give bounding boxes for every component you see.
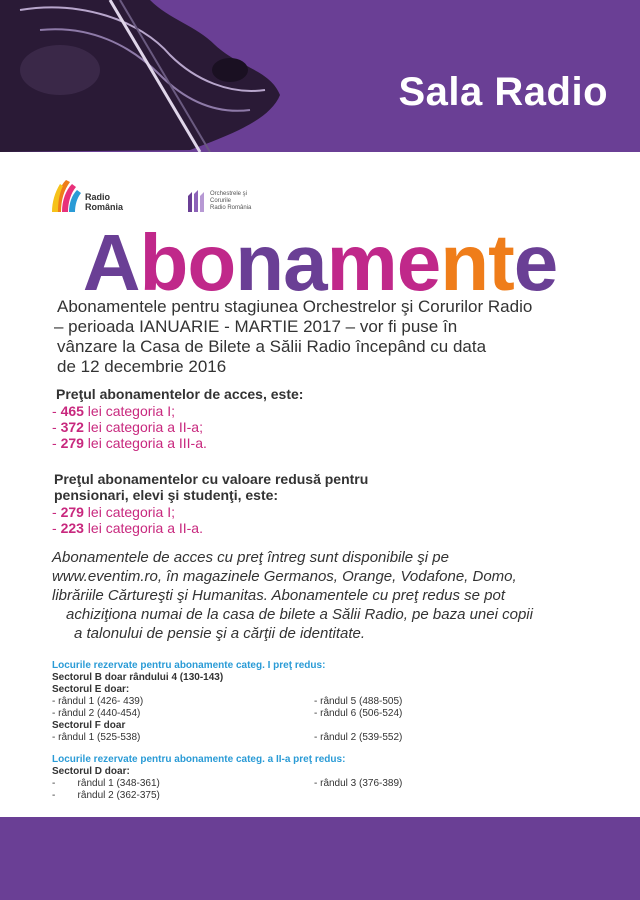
seat-cell: - rândul 2 (440-454) — [52, 708, 141, 719]
intro-paragraph — [54, 297, 617, 377]
title-letter: t — [488, 218, 514, 307]
reduced-heading-line2: pensionari, elevi şi studenţi, este: — [54, 487, 279, 503]
availability-line: www.eventim.ro, în magazinele Germanos, Orange, Vodafone, Domo, — [52, 568, 517, 585]
footer-bar — [0, 817, 640, 900]
header-banner — [0, 0, 640, 152]
intro-line: Abonamentele pentru stagiunea Orchestrelor şi Corurilor Radio — [57, 297, 533, 316]
seat-cell: - rândul 1 (525-538) — [52, 732, 141, 743]
price-item — [52, 419, 303, 435]
cat1-seats-heading: Locurile rezervate pentru abonamente categ. I preţ redus: — [52, 660, 326, 671]
reserved-seats — [52, 660, 592, 802]
abonamente-title — [0, 218, 640, 308]
seat-cell: - rândul 6 (506-524) — [314, 708, 403, 719]
price-prefix: - — [52, 403, 61, 419]
seat-row — [52, 778, 592, 790]
availability-line: librăriile Cărtureşti şi Humanitas. Abonamentele cu preţ redus se pot — [52, 587, 505, 604]
intro-line: de 12 decembrie 2016 — [57, 357, 227, 376]
radio-romania-logo — [52, 178, 123, 212]
title-letter: e — [396, 218, 441, 307]
price-item — [52, 504, 368, 520]
access-prices — [52, 386, 303, 451]
orchestre-icon — [186, 190, 206, 212]
title-letter: o — [187, 218, 236, 307]
seat-cell: - rândul 1 (348-361) — [52, 778, 160, 789]
orchestre-logo — [186, 190, 251, 212]
price-item — [52, 435, 303, 451]
seat-row — [52, 732, 592, 744]
title-letter: a — [283, 218, 327, 307]
orchestre-logo-line1: Orchestrele şi — [210, 190, 248, 197]
price-text: lei categoria I; — [83, 504, 175, 520]
seat-cell: - rândul 2 (362-375) — [52, 790, 160, 801]
reduced-prices — [52, 471, 368, 536]
seat-row — [52, 790, 592, 802]
availability-paragraph — [52, 548, 632, 643]
price-value: 223 — [60, 520, 84, 536]
price-value: 372 — [60, 419, 84, 435]
price-text: lei categoria a III-a. — [83, 435, 207, 451]
availability-line: achiziţiona numai de la casa de bilete a Sălii Radio, pe baza unei copii — [66, 606, 533, 623]
intro-line: vânzare la Casa de Bilete a Sălii Radio începând cu data — [57, 337, 487, 356]
seat-cell: - rândul 3 (376-389) — [314, 778, 403, 789]
radio-logo-line1: Radio — [85, 192, 111, 202]
availability-line: Abonamentele de acces cu preţ întreg sunt disponibile şi pe — [52, 549, 449, 566]
page-title: Sala Radio — [398, 70, 608, 114]
price-value: 279 — [60, 435, 84, 451]
seat-row — [52, 696, 592, 708]
price-text: lei categoria I; — [83, 403, 175, 419]
sector-d: Sectorul D doar: — [52, 766, 130, 777]
price-prefix: - — [52, 520, 61, 536]
seat-cell: - rândul 2 (539-552) — [314, 732, 403, 743]
price-value: 279 — [60, 504, 84, 520]
cat2-seats-heading: Locurile rezervate pentru abonamente categ. a II-a preţ redus: — [52, 754, 346, 765]
radio-romania-icon — [52, 178, 82, 212]
title-letter: n — [235, 218, 284, 307]
availability-line: a talonului de pensie şi a cărţii de identitate. — [74, 625, 366, 642]
price-text: lei categoria a II-a. — [83, 520, 203, 536]
seat-row — [52, 708, 592, 720]
price-prefix: - — [52, 504, 61, 520]
access-heading: Preţul abonamentelor de acces, este: — [56, 386, 304, 402]
title-letter: b — [139, 218, 188, 307]
price-item — [52, 403, 303, 419]
price-prefix: - — [52, 419, 61, 435]
price-text: lei categoria a II-a; — [83, 419, 203, 435]
violin-image — [0, 0, 290, 152]
price-prefix: - — [52, 435, 61, 451]
title-letter: A — [82, 218, 140, 307]
intro-line: – perioada IANUARIE - MARTIE 2017 – vor fi puse în — [54, 317, 458, 336]
orchestre-logo-line2: Corurile — [210, 197, 232, 204]
title-letter: e — [513, 218, 558, 307]
sector-b: Sectorul B doar rândului 4 (130-143) — [52, 672, 224, 683]
sector-e: Sectorul E doar: — [52, 684, 130, 695]
title-letter: m — [326, 218, 397, 307]
orchestre-logo-line3: Radio România — [210, 204, 252, 211]
title-letter: n — [440, 218, 489, 307]
price-value: 465 — [60, 403, 84, 419]
logo-bar — [0, 152, 640, 226]
reduced-heading-line1: Preţul abonamentelor cu valoare redusă pentru — [54, 471, 369, 487]
seat-cell: - rândul 5 (488-505) — [314, 696, 403, 707]
sector-f: Sectorul F doar — [52, 720, 126, 731]
price-item — [52, 520, 368, 536]
seat-cell: - rândul 1 (426- 439) — [52, 696, 144, 707]
radio-logo-line2: România — [85, 202, 124, 212]
